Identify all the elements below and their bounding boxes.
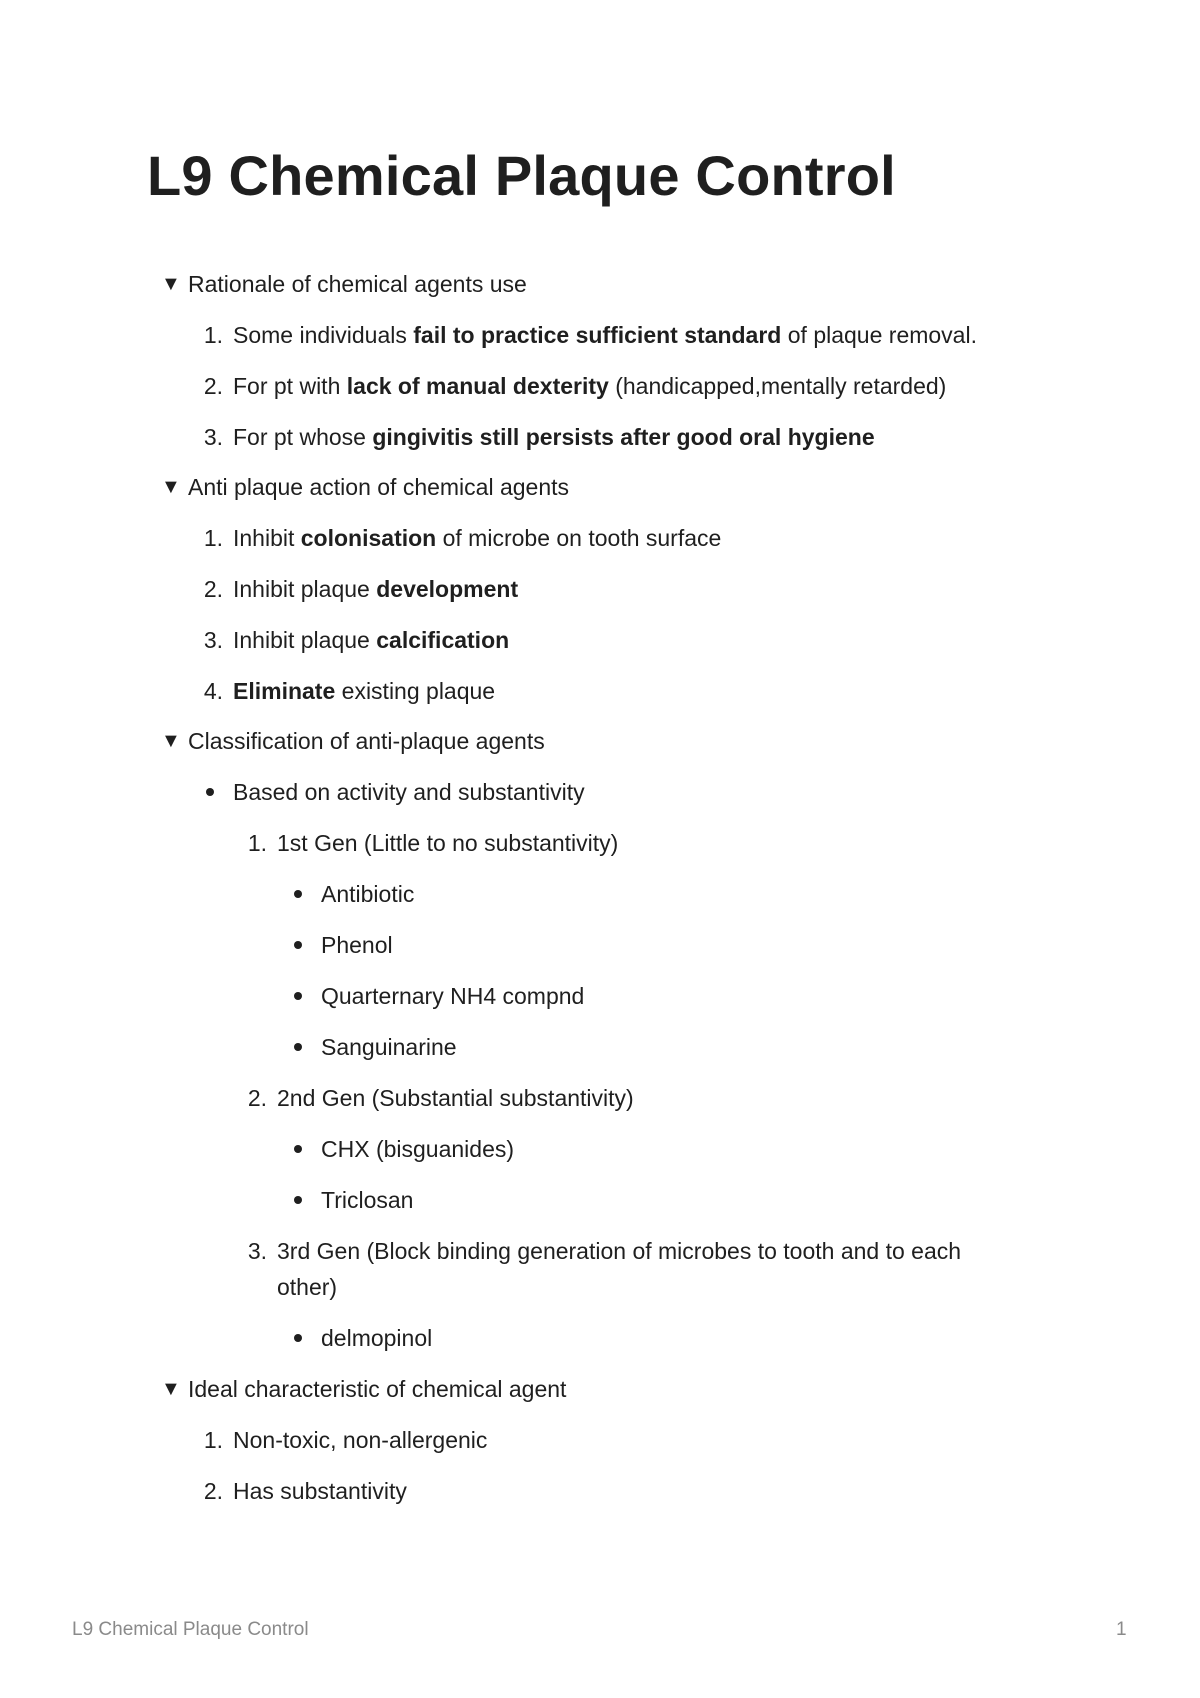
list-item: 1st Gen (Little to no substantivity) (277, 830, 619, 856)
list-item: Triclosan (321, 1187, 414, 1213)
toggle-triangle-icon[interactable]: ▼ (161, 476, 181, 498)
list-item: Quarternary NH4 compnd (321, 983, 585, 1009)
list-number: 2. (203, 576, 223, 602)
page-title: L9 Chemical Plaque Control (147, 144, 896, 207)
list-number: 1. (247, 830, 267, 856)
bullet-icon (294, 992, 302, 1000)
footer-page-number: 1 (1116, 1619, 1127, 1640)
toggle-heading-anti-plaque-action[interactable]: Anti plaque action of chemical agents (188, 474, 570, 500)
list-item: 3rd Gen (Block binding generation of microbes to tooth and to each (277, 1238, 962, 1264)
toggle-heading-rationale[interactable]: Rationale of chemical agents use (188, 271, 527, 297)
list-item: Has substantivity (233, 1478, 407, 1504)
footer-title: L9 Chemical Plaque Control (72, 1619, 309, 1640)
list-number: 2. (203, 373, 223, 399)
toggle-triangle-icon[interactable]: ▼ (161, 273, 181, 295)
bullet-icon (294, 890, 302, 898)
list-item: For pt with lack of manual dexterity (handicapped,mentally retarded) (233, 373, 947, 399)
list-item: Inhibit plaque calcification (233, 627, 510, 653)
list-item: delmopinol (321, 1325, 433, 1351)
list-number: 3. (247, 1238, 267, 1264)
list-number: 3. (203, 627, 223, 653)
toggle-heading-classification[interactable]: Classification of anti-plaque agents (188, 728, 545, 754)
list-item: 2nd Gen (Substantial substantivity) (277, 1085, 634, 1111)
list-number: 4. (203, 678, 223, 704)
list-number: 3. (203, 424, 223, 450)
list-item: Antibiotic (321, 881, 415, 907)
list-number: 1. (203, 322, 223, 348)
list-number: 2. (203, 1478, 223, 1504)
toggle-triangle-icon[interactable]: ▼ (161, 1378, 181, 1400)
toggle-heading-ideal-characteristic[interactable]: Ideal characteristic of chemical agent (188, 1376, 567, 1402)
bullet-icon (206, 788, 214, 796)
bullet-icon (294, 1334, 302, 1342)
list-item: Phenol (321, 932, 393, 958)
bullet-icon (294, 1043, 302, 1051)
list-item: For pt whose gingivitis still persists after good oral hygiene (233, 424, 875, 450)
list-item: Non-toxic, non-allergenic (233, 1427, 488, 1453)
list-item: Some individuals fail to practice sufficient standard of plaque removal. (233, 322, 977, 348)
list-number: 1. (203, 525, 223, 551)
toggle-triangle-icon[interactable]: ▼ (161, 730, 181, 752)
bullet-icon (294, 1196, 302, 1204)
bullet-icon (294, 941, 302, 949)
list-item: Inhibit plaque development (233, 576, 519, 602)
list-item: CHX (bisguanides) (321, 1136, 515, 1162)
list-item: Eliminate existing plaque (233, 678, 496, 704)
bullet-icon (294, 1145, 302, 1153)
list-item: Inhibit colonisation of microbe on tooth surface (233, 525, 722, 551)
list-number: 1. (203, 1427, 223, 1453)
list-item-continuation: other) (277, 1274, 338, 1300)
list-item: Based on activity and substantivity (233, 779, 585, 805)
list-item: Sanguinarine (321, 1034, 457, 1060)
list-number: 2. (247, 1085, 267, 1111)
